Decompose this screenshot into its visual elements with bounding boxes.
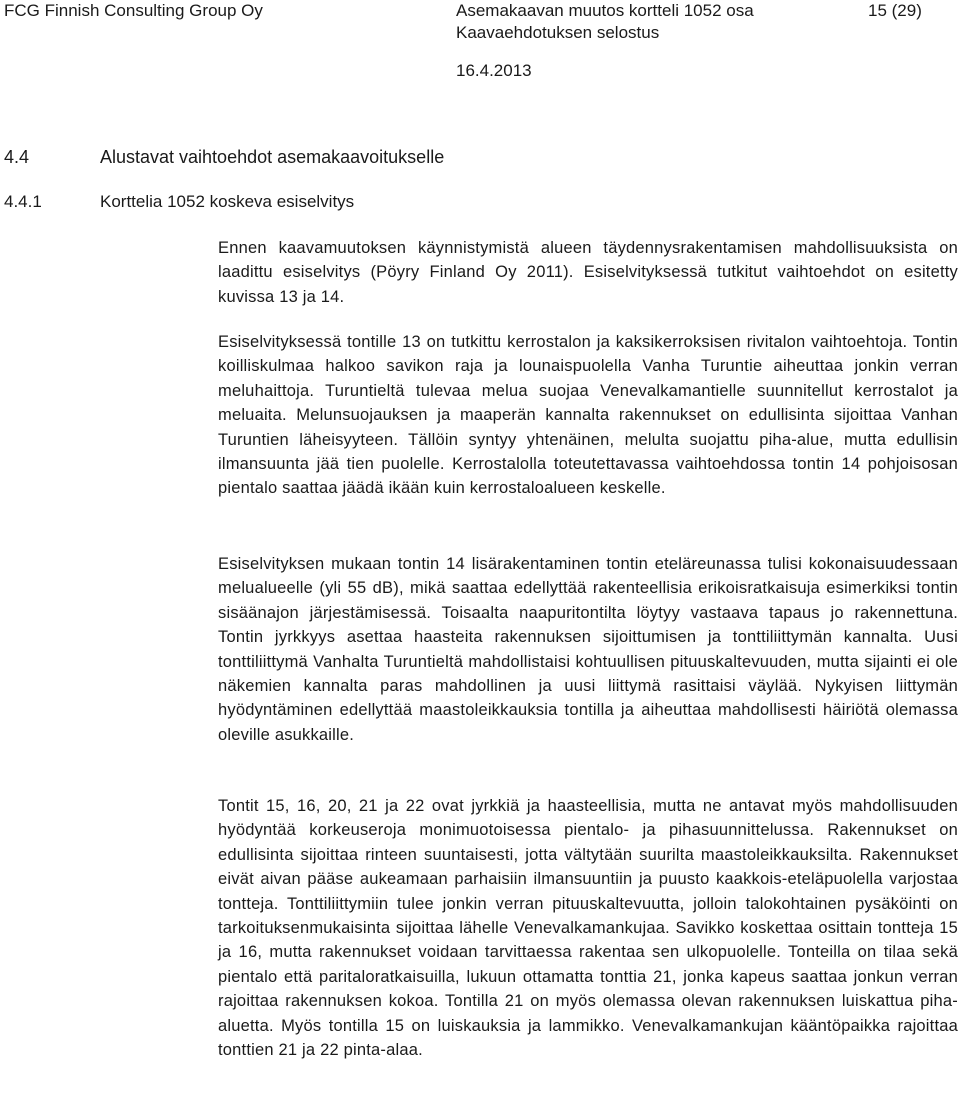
subsection-title: Korttelia 1052 koskeva esiselvitys xyxy=(100,192,355,211)
document-date: 16.4.2013 xyxy=(456,61,532,80)
document-title: Asemakaavan muutos kortteli 1052 osa xyxy=(456,1,754,20)
company-name: FCG Finnish Consulting Group Oy xyxy=(4,1,263,20)
paragraph-text: Tontit 15, 16, 20, 21 ja 22 ovat jyrkkiä ja haasteellisia, mutta ne antavat myös mahdollisuuden hyödyntää korkeuseroja monimuotoisessa pientalo- ja pihasuunnittelussa. Rakennukset on edullisinta sijoittaa rinteen suuntaisesti, jotta vältytään suurilta maastoleikkauksilta. Rakennukset eivät aivan pääse aukeamaan parhaisiin ilmansuuntiin ja puusto kaakkois-eteläpuolella varjostaa tontteja. Tonttiliittymiin tulee jonkin verran pituuskaltevuutta, jolloin talokohtainen pysäköinti on tarkoituksenmukaisinta sijoittaa lähelle Venevalkamankujaa. Savikko koskettaa osittain tontteja 15 ja 16, mutta rakennukset voidaan tarvittaessa rakentaa sen ulkopuolelle. Tonteilla on tilaa sekä pientalo että paritaloratkaisuilla, lukuun ottamatta tonttia 21, jonka kapeus saattaa jonkun verran rajoittaa rakennuksen kokoa. Tontilla 21 on myös olemassa olevan rakennuksen luiskattua piha-aluetta. Myös tontilla 15 on luiskauksia ja lammikko. Venevalkamankujan kääntöpaikka rajoittaa tonttien 21 ja 22 pinta-alaa. xyxy=(218,797,958,1060)
paragraph-3 xyxy=(218,552,958,747)
section-title: Alustavat vaihtoehdot asemakaavoitukselle xyxy=(100,147,445,167)
page-number: 15 (29) xyxy=(868,1,922,20)
page-header xyxy=(0,0,960,90)
paragraph-4 xyxy=(218,794,958,1062)
subsection-heading xyxy=(4,190,354,214)
paragraph-text: Ennen kaavamuutoksen käynnistymistä alueen täydennysrakentamisen mahdollisuuksista on laadittu esiselvitys (Pöyry Finland Oy 2011). Esiselvityksessä tutkitut vaihtoehdot on esitetty kuvissa 13 ja 14. xyxy=(218,239,958,306)
paragraph-text: Esiselvityksen mukaan tontin 14 lisärakentaminen tontin eteläreunassa tulisi kokonaisuudessaan melualueelle (yli 55 dB), mikä saattaa edellyttää rakenteellisia erikoisratkaisuja esimerkiksi tontin sisäänajon järjestämisessä. Toisaalta naapuritontilta löytyy vastaava tapaus jo rakennettuna. Tontin jyrkkyys asettaa haasteita rakennuksen sijoittumisen ja tonttiliittymän kannalta. Uusi tonttiliittymä Vanhalta Turuntieltä mahdollistaisi kohtuullisen pituuskaltevuuden, mutta sijainti ei ole näkemien kannalta paras mahdollinen ja uusi liittymä rasittaisi väylää. Nykyisen liittymän hyödyntäminen edellyttää maastoleikkauksia tontilla ja aiheuttaa mahdollisesti häiriötä olemassa oleville asukkaille. xyxy=(218,555,958,744)
paragraph-1 xyxy=(218,236,958,309)
paragraph-2 xyxy=(218,330,958,501)
document-subtitle: Kaavaehdotuksen selostus xyxy=(456,23,660,42)
subsection-number: 4.4.1 xyxy=(4,192,42,211)
section-number: 4.4 xyxy=(4,147,30,167)
paragraph-text: Esiselvityksessä tontille 13 on tutkittu kerrostalon ja kaksikerroksisen rivitalon vaihtoehtoja. Tontin koilliskulmaa halkoo savikon raja ja lounaispuolella Vanha Turuntie aiheuttaa jonkin verran meluhaittoja. Turuntieltä tulevaa melua suojaa Venevalkamantielle suunnitellut kerrostalot ja meluaita. Melunsuojauksen ja maaperän kannalta rakennukset on edullisinta sijoittaa Vanhan Turuntien läheisyyteen. Tällöin syntyy yhtenäinen, melulta suojattu piha-alue, mutta edullisin ilmansuunta jää tien puolelle. Kerrostalolla toteutettavassa vaihtoehdossa tontin 14 pohjoisosan pientalo saattaa jäädä ikään kuin kerrostaloalueen keskelle. xyxy=(218,333,958,498)
section-heading xyxy=(4,145,444,169)
